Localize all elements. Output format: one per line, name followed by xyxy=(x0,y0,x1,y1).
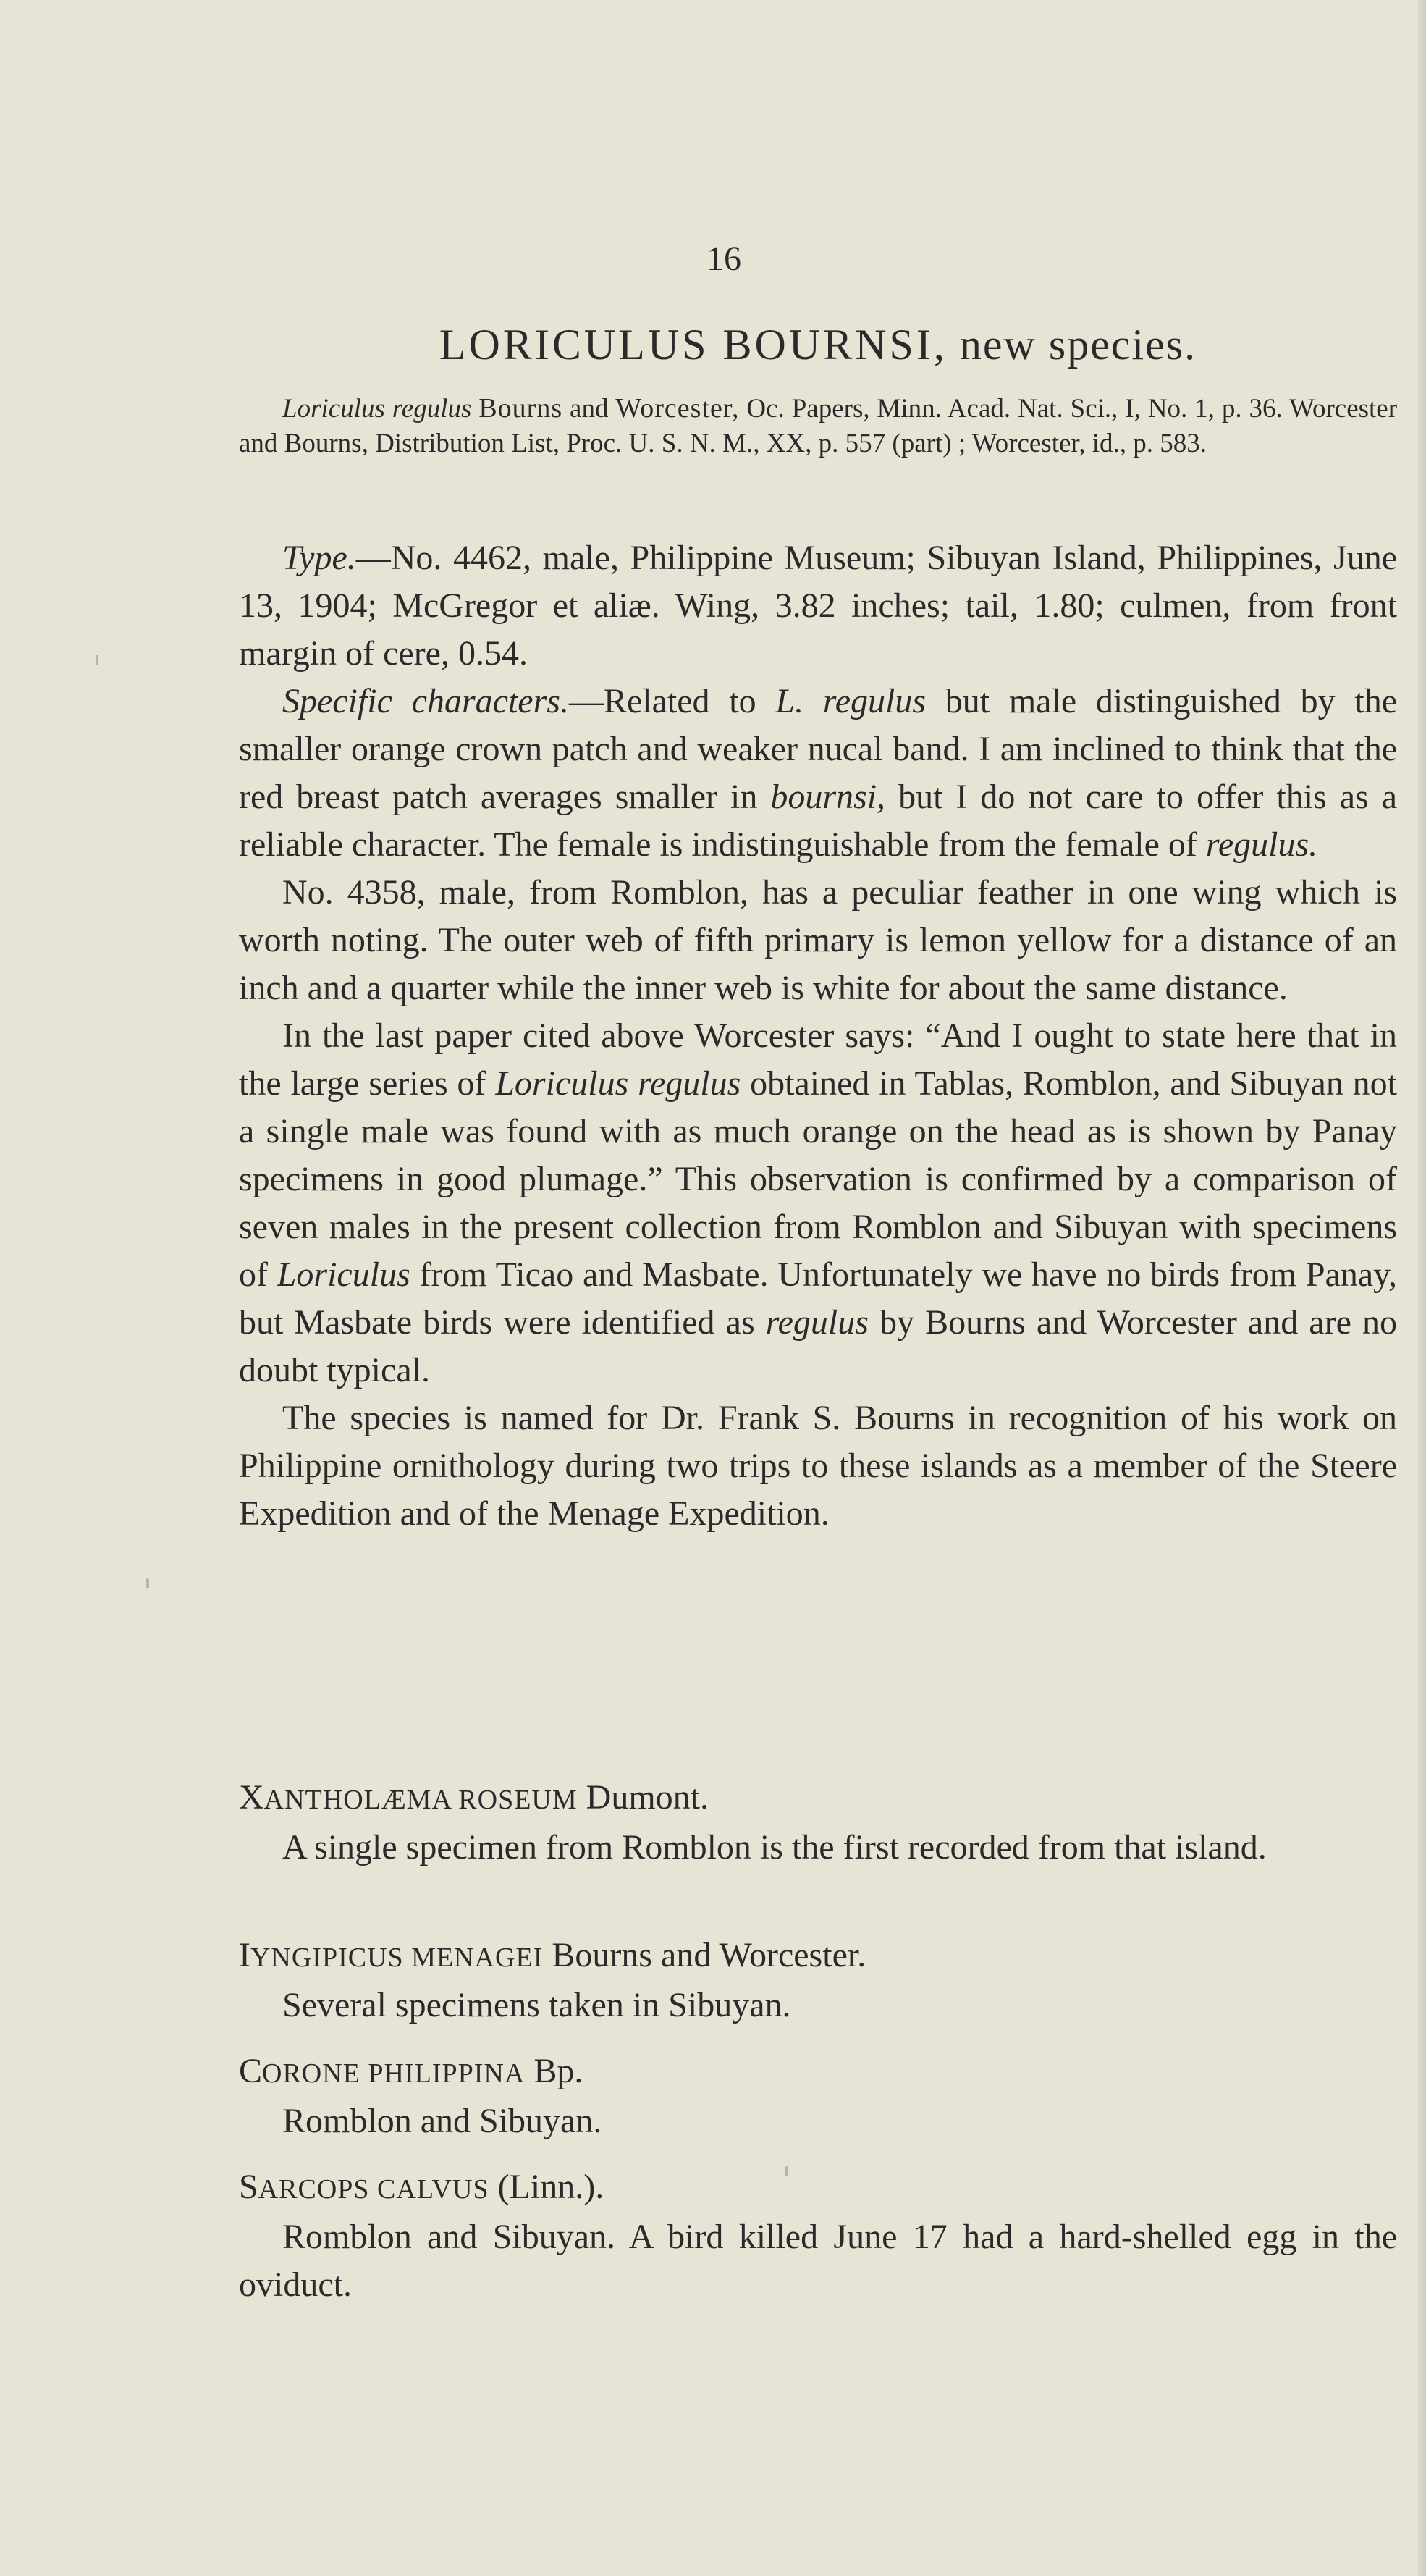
species-note: Romblon and Sibuyan. A bird killed June 17 had a hard-shelled egg in the oviduct. xyxy=(239,2218,1397,2304)
synonymy-name: Loriculus regulus xyxy=(282,394,472,424)
species-name-line xyxy=(239,1932,1397,1982)
specific-italic-1: L. regulus xyxy=(775,682,927,720)
heading-genus: LORICULUS BOURNSI, xyxy=(439,321,948,369)
species-author: (Linn.). xyxy=(497,2168,604,2206)
paper-speck xyxy=(146,1578,149,1588)
heading-status: new species. xyxy=(959,321,1197,369)
worcester-text-3: from Ticao and Masbate. Unfortunately we have no birds from Panay, but Masbate birds were identified as xyxy=(239,1255,1398,1342)
species-name-line xyxy=(239,2163,1397,2213)
type-label: Type. xyxy=(282,539,356,577)
specific-text-1: —Related to xyxy=(568,682,776,720)
species-name: ORONE PHILIPPINA xyxy=(262,2058,526,2089)
species-initial: X xyxy=(239,1778,264,1817)
species-initial: S xyxy=(239,2168,258,2206)
species-entry-sarcops xyxy=(239,2163,1397,2309)
species-entry-iyngipicus xyxy=(239,1932,1397,2029)
synonymy-author-b: Worcester, xyxy=(615,393,740,424)
worcester-italic-3: regulus xyxy=(765,1303,869,1342)
species-heading xyxy=(239,320,1397,370)
species-note: Several specimens taken in Sibuyan. xyxy=(282,1986,791,2024)
synonymy-references: Oc. Papers, Minn. Acad. Nat. Sci., I, No. 1, p. 36. Worcester and Bourns, Distribution List, Proc. U. S. N. M., XX, p. 557 (part) ; Worcester, id., p. 583. xyxy=(239,394,1398,458)
specific-label: Specific characters. xyxy=(282,682,569,720)
species-note: A single specimen from Romblon is the first recorded from that island. xyxy=(282,1828,1267,1866)
worcester-italic-1: Loriculus regulus xyxy=(495,1064,741,1103)
species-name: YNGIPICUS MENAGEI xyxy=(250,1942,544,1973)
synonymy-author-a: Bourns xyxy=(478,393,563,424)
main-text xyxy=(239,534,1397,1538)
named-for-paragraph: The species is named for Dr. Frank S. Bourns in recognition of his work on Philippine ornithology during two trips to these islands as a member of the Steere Expedition and of the Menage Expedition. xyxy=(239,1399,1397,1533)
specific-text-3: but I do not care to offer this as a reliable character. The female is indistinguishable from the female of xyxy=(239,778,1398,864)
species-name-line xyxy=(239,1774,1397,1824)
synonymy-paragraph xyxy=(239,391,1397,461)
species-author: Bp. xyxy=(533,2052,583,2090)
specific-characters-paragraph xyxy=(239,678,1397,869)
species-entry-corone xyxy=(239,2047,1397,2145)
synonymy-and: and xyxy=(570,394,609,424)
paper-speck xyxy=(96,655,98,665)
page-edge-shadow xyxy=(1417,0,1426,2576)
no4358-paragraph: No. 4358, male, from Romblon, has a peculiar feather in one wing which is worth noting. The outer web of fifth primary is lemon yellow for a distance of an inch and a quarter while the inner web is white for about the same distance. xyxy=(239,873,1397,1007)
species-name-line xyxy=(239,2047,1397,2097)
specific-text-2: but male distinguished by the smaller orange crown patch and weaker nucal band. I am inclined to think that the red breast patch averages smaller in xyxy=(239,682,1397,816)
species-author: Bourns and Worcester. xyxy=(552,1936,866,1974)
worcester-paragraph xyxy=(239,1012,1397,1394)
page-number: 16 xyxy=(706,240,741,278)
species-note: Romblon and Sibuyan. xyxy=(282,2102,602,2140)
specific-italic-2: bournsi, xyxy=(770,778,886,816)
worcester-text-4: by Bourns and Worcester and are no doubt typical. xyxy=(239,1303,1398,1389)
worcester-text-2: obtained in Tablas, Romblon, and Sibuyan not a single male was found with as much orange on the head as is shown by Panay specimens in good plumage.” This observation is confirmed by a comparison of seven males in the present collection from Romblon and Sibuyan with specimens of xyxy=(239,1064,1397,1294)
species-name: ANTHOLÆMA ROSEUM xyxy=(263,1785,578,1815)
type-text: —No. 4462, male, Philippine Museum; Sibuyan Island, Philippines, June 13, 1904; McGregor et aliæ. Wing, 3.82 inches; tail, 1.80; culmen, from front margin of cere, 0.54. xyxy=(239,539,1397,673)
species-author: Dumont. xyxy=(586,1778,709,1817)
type-paragraph xyxy=(239,534,1397,678)
specific-italic-3: regulus. xyxy=(1205,825,1318,864)
worcester-italic-2: Loriculus xyxy=(277,1255,410,1294)
species-initial: C xyxy=(239,2052,263,2090)
paper-speck xyxy=(785,2166,788,2176)
synonymy-block xyxy=(239,391,1397,461)
species-name: ARCOPS CALVUS xyxy=(258,2174,489,2205)
species-entry-xantholaema xyxy=(239,1774,1397,1872)
worcester-text-1: In the last paper cited above Worcester says: “And I ought to state here that in the large series of xyxy=(239,1016,1397,1103)
species-initial: I xyxy=(239,1936,250,1974)
